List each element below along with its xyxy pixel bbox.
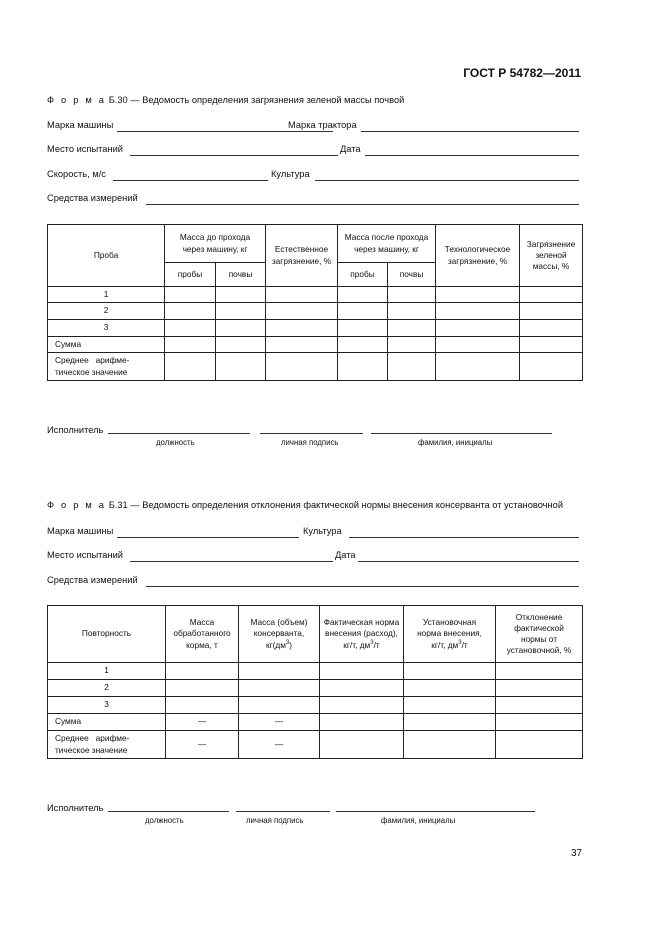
instruments-field[interactable] xyxy=(146,204,579,205)
header-green-mass-contamination: Загрязнение зеленой массы, % xyxy=(520,225,583,287)
header-deviation: Отклонение фактической нормы от установочной, % xyxy=(496,606,583,663)
crop-field[interactable] xyxy=(349,537,579,538)
instruments-label: Средства измерений xyxy=(47,193,138,203)
position-caption: должность xyxy=(145,816,184,825)
header-processed-mass: Масса обработанного корма, т xyxy=(166,606,239,663)
crop-field[interactable] xyxy=(315,180,579,181)
field-row-site-date xyxy=(47,144,579,158)
date-label: Дата xyxy=(335,550,356,560)
row-label: 3 xyxy=(48,697,166,714)
tractor-brand-field[interactable] xyxy=(361,131,579,132)
machine-brand-field[interactable] xyxy=(117,537,299,538)
machine-brand-label: Марка машины xyxy=(47,526,114,536)
header-set-rate: Установочная норма внесения, кг/т, $дм^3/т$ xyxy=(404,606,496,663)
header-preservative-mass: Масса (объем) консерванта, $кг(дм^3)$ xyxy=(239,606,320,663)
table-row xyxy=(48,680,583,697)
form-b30-table xyxy=(47,224,583,381)
mean-label: Среднее арифме- тическое значение xyxy=(48,353,165,381)
dash-cell: — xyxy=(166,714,239,731)
header-actual-rate: Фактическая норма внесения (расход), кг/т, $дм^3/т$ xyxy=(320,606,404,663)
header-sample: Проба xyxy=(48,225,165,287)
field-row-machine-tractor xyxy=(47,120,579,134)
form-b31-table xyxy=(47,605,583,759)
document-standard-number: ГОСТ Р 54782—2011 xyxy=(463,66,581,80)
form-prefix: Ф о р м а xyxy=(47,500,107,510)
header-repeat: Повторность xyxy=(48,606,166,663)
header-soil-after: почвы xyxy=(388,263,436,287)
row-label: 3 xyxy=(48,320,165,337)
form-prefix: Ф о р м а xyxy=(47,95,107,105)
instruments-label: Средства измерений xyxy=(47,575,138,585)
row-label: 1 xyxy=(48,287,165,303)
table-row xyxy=(48,697,583,714)
name-caption: фамилия, инициалы xyxy=(418,438,493,447)
form-title-text: Б.31 — Ведомость определения отклонения фактической нормы внесения консерванта от установочной xyxy=(108,500,564,510)
machine-brand-label: Марка машины xyxy=(47,120,114,130)
field-row-instruments xyxy=(47,575,579,589)
name-caption: фамилия, инициалы xyxy=(381,816,456,825)
instruments-field[interactable] xyxy=(146,586,579,587)
test-site-label: Место испытаний xyxy=(47,550,123,560)
crop-label: Культура xyxy=(303,526,342,536)
table-row-sum xyxy=(48,714,583,731)
page-number: 37 xyxy=(571,848,583,859)
date-field[interactable] xyxy=(365,155,579,156)
table-row xyxy=(48,320,583,337)
sum-label: Сумма xyxy=(48,337,165,353)
mean-label: Среднее арифме- тическое значение xyxy=(48,731,166,759)
field-row-instruments xyxy=(47,193,579,207)
signature-caption: личная подпись xyxy=(281,438,339,447)
position-signature-line[interactable] xyxy=(108,433,250,434)
table-row-sum xyxy=(48,337,583,353)
name-signature-line[interactable] xyxy=(371,433,552,434)
personal-signature-line[interactable] xyxy=(260,433,363,434)
personal-signature-line[interactable] xyxy=(236,811,330,812)
date-field[interactable] xyxy=(358,561,579,562)
table-row-mean xyxy=(48,731,583,759)
signature-caption: личная подпись xyxy=(246,816,304,825)
form-b30-title xyxy=(47,95,404,105)
header-samples-before: пробы xyxy=(165,263,216,287)
table-row xyxy=(48,287,583,303)
test-site-field[interactable] xyxy=(130,155,338,156)
table-row xyxy=(48,303,583,320)
position-signature-line[interactable] xyxy=(108,811,229,812)
field-row-speed-crop xyxy=(47,169,579,183)
sum-label: Сумма xyxy=(48,714,166,731)
table-row xyxy=(48,663,583,680)
header-samples-after: пробы xyxy=(338,263,388,287)
form-b31-title xyxy=(47,500,563,510)
machine-brand-field[interactable] xyxy=(117,131,333,132)
field-row-machine-crop xyxy=(47,526,579,540)
row-label: 2 xyxy=(48,680,166,697)
executor-label: Исполнитель xyxy=(47,425,104,435)
header-natural-contamination: Естественное загрязнение, % xyxy=(266,225,338,287)
speed-field[interactable] xyxy=(113,180,268,181)
speed-label: Скорость, м/с xyxy=(47,169,106,179)
header-soil-before: почвы xyxy=(216,263,266,287)
row-label: 2 xyxy=(48,303,165,320)
position-caption: должность xyxy=(156,438,195,447)
dash-cell: — xyxy=(239,731,320,759)
name-signature-line[interactable] xyxy=(336,811,535,812)
header-mass-after: Масса после прохода через машину, кг xyxy=(338,225,436,263)
form-title-text: Б.30 — Ведомость определения загрязнения зеленой массы почвой xyxy=(108,95,405,105)
field-row-site-date xyxy=(47,550,579,564)
executor-label: Исполнитель xyxy=(47,803,104,813)
test-site-field[interactable] xyxy=(130,561,333,562)
dash-cell: — xyxy=(239,714,320,731)
tractor-brand-label: Марка трактора xyxy=(288,120,357,130)
header-technological-contamination: Технологическое загрязнение, % xyxy=(436,225,520,287)
table-row-mean xyxy=(48,353,583,381)
row-label: 1 xyxy=(48,663,166,680)
date-label: Дата xyxy=(340,144,361,154)
header-mass-before: Масса до прохода через машину, кг xyxy=(165,225,266,263)
test-site-label: Место испытаний xyxy=(47,144,123,154)
dash-cell: — xyxy=(166,731,239,759)
crop-label: Культура xyxy=(271,169,310,179)
